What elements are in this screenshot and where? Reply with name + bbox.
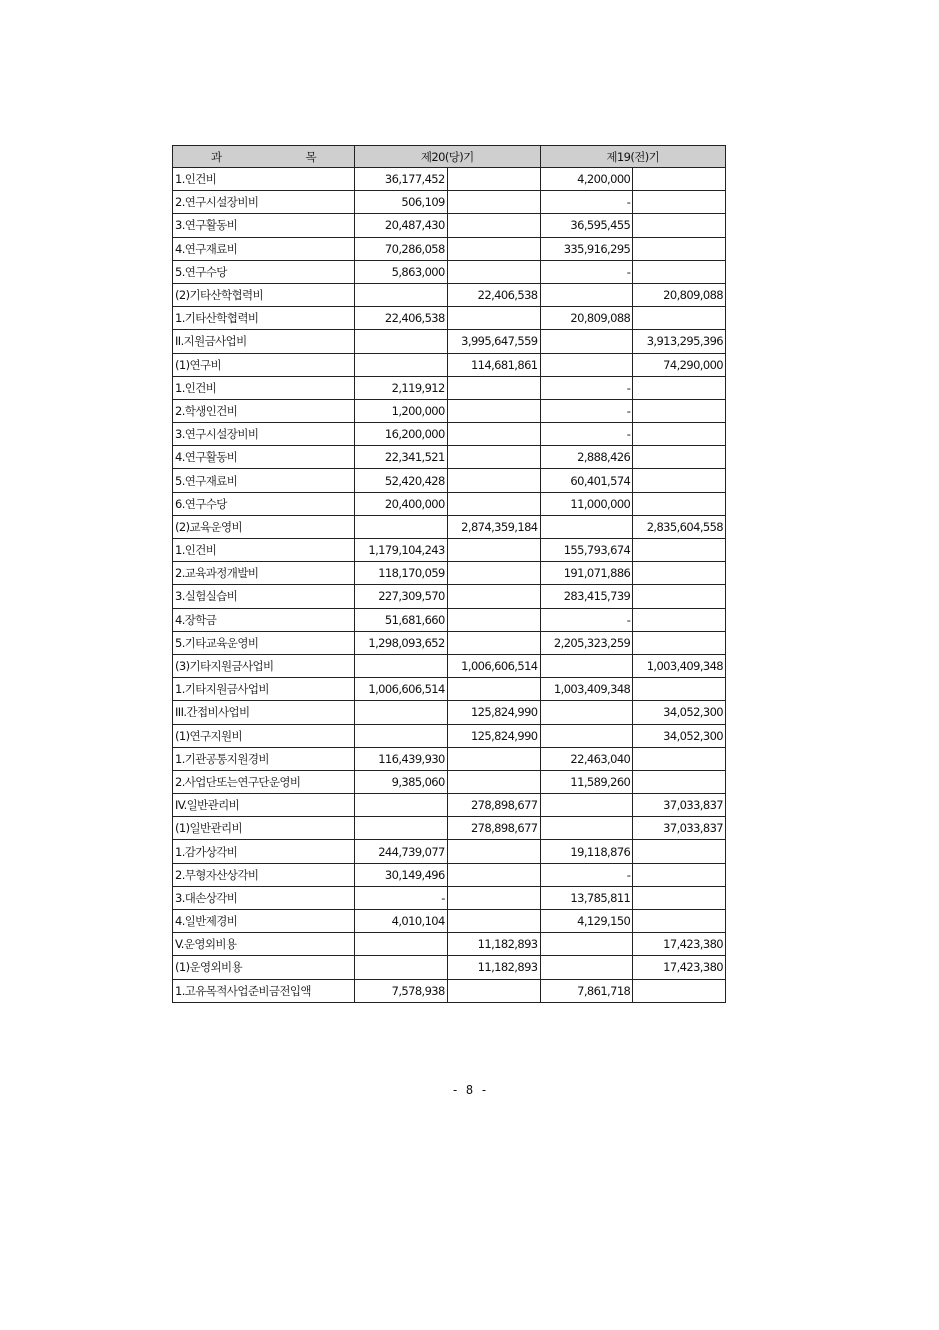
prior-detail-amount: 11,589,260 <box>540 770 633 793</box>
table-row <box>173 283 726 306</box>
current-detail-amount: 36,177,452 <box>355 168 448 191</box>
row-label: 3.연구시설장비비 <box>173 423 355 446</box>
row-label: (1)운영외비용 <box>173 956 355 979</box>
prior-detail-amount: - <box>540 399 633 422</box>
current-detail-amount: 20,400,000 <box>355 492 448 515</box>
current-detail-amount: 116,439,930 <box>355 747 448 770</box>
current-total-amount: 125,824,990 <box>447 701 540 724</box>
prior-total-amount <box>633 469 726 492</box>
prior-total-amount <box>633 770 726 793</box>
current-detail-amount: 1,179,104,243 <box>355 539 448 562</box>
table-body <box>173 168 726 1003</box>
current-detail-amount: 51,681,660 <box>355 608 448 631</box>
current-total-amount <box>447 492 540 515</box>
prior-detail-amount: 283,415,739 <box>540 585 633 608</box>
current-detail-amount: 1,006,606,514 <box>355 678 448 701</box>
prior-total-amount <box>633 608 726 631</box>
prior-total-amount <box>633 423 726 446</box>
current-detail-amount: 52,420,428 <box>355 469 448 492</box>
table-row <box>173 608 726 631</box>
current-total-amount: 11,182,893 <box>447 956 540 979</box>
current-detail-amount: 16,200,000 <box>355 423 448 446</box>
table-row <box>173 423 726 446</box>
prior-total-amount: 17,423,380 <box>633 933 726 956</box>
row-label: 5.연구수당 <box>173 260 355 283</box>
row-label: IV.일반관리비 <box>173 794 355 817</box>
prior-detail-amount: 1,003,409,348 <box>540 678 633 701</box>
current-detail-amount <box>355 283 448 306</box>
prior-total-amount <box>633 168 726 191</box>
table-row <box>173 770 726 793</box>
prior-total-amount <box>633 979 726 1002</box>
current-total-amount <box>447 469 540 492</box>
table-row <box>173 353 726 376</box>
current-detail-amount: 506,109 <box>355 191 448 214</box>
current-total-amount: 3,995,647,559 <box>447 330 540 353</box>
prior-detail-amount: 335,916,295 <box>540 237 633 260</box>
row-label: II.지원금사업비 <box>173 330 355 353</box>
prior-total-amount: 37,033,837 <box>633 794 726 817</box>
row-label: 1.인건비 <box>173 376 355 399</box>
table-row <box>173 492 726 515</box>
table-row <box>173 237 726 260</box>
current-total-amount: 2,874,359,184 <box>447 515 540 538</box>
table-row <box>173 307 726 330</box>
row-label: 1.고유목적사업준비금전입액 <box>173 979 355 1002</box>
prior-detail-amount: 36,595,455 <box>540 214 633 237</box>
prior-total-amount <box>633 446 726 469</box>
current-total-amount <box>447 863 540 886</box>
table-row <box>173 678 726 701</box>
row-label: (1)일반관리비 <box>173 817 355 840</box>
prior-total-amount <box>633 678 726 701</box>
row-label: (2)교육운영비 <box>173 515 355 538</box>
row-label: (3)기타지원금사업비 <box>173 654 355 677</box>
current-detail-amount: 22,341,521 <box>355 446 448 469</box>
current-detail-amount: 2,119,912 <box>355 376 448 399</box>
current-total-amount: 278,898,677 <box>447 817 540 840</box>
prior-total-amount <box>633 910 726 933</box>
current-total-amount <box>447 747 540 770</box>
prior-detail-amount: - <box>540 376 633 399</box>
table-row <box>173 933 726 956</box>
current-detail-amount <box>355 701 448 724</box>
current-total-amount <box>447 770 540 793</box>
row-label: 4.연구활동비 <box>173 446 355 469</box>
prior-detail-amount <box>540 283 633 306</box>
current-total-amount <box>447 678 540 701</box>
current-total-amount <box>447 539 540 562</box>
prior-total-amount <box>633 886 726 909</box>
prior-detail-amount <box>540 817 633 840</box>
current-total-amount <box>447 423 540 446</box>
prior-detail-amount: 7,861,718 <box>540 979 633 1002</box>
current-total-amount <box>447 214 540 237</box>
current-total-amount <box>447 840 540 863</box>
prior-detail-amount: 20,809,088 <box>540 307 633 330</box>
prior-total-amount <box>633 631 726 654</box>
current-detail-amount: 4,010,104 <box>355 910 448 933</box>
row-label: 1.기타산학협력비 <box>173 307 355 330</box>
table-row <box>173 654 726 677</box>
row-label: 3.실험실습비 <box>173 585 355 608</box>
row-label: (1)연구지원비 <box>173 724 355 747</box>
table-row <box>173 631 726 654</box>
prior-total-amount <box>633 539 726 562</box>
current-total-amount <box>447 446 540 469</box>
prior-detail-amount <box>540 933 633 956</box>
current-detail-amount <box>355 353 448 376</box>
current-detail-amount <box>355 724 448 747</box>
row-label: 1.인건비 <box>173 539 355 562</box>
header-row <box>173 146 726 168</box>
prior-total-amount: 3,913,295,396 <box>633 330 726 353</box>
prior-total-amount <box>633 585 726 608</box>
current-detail-amount <box>355 933 448 956</box>
current-detail-amount <box>355 654 448 677</box>
header-subject <box>173 146 355 168</box>
header-current-period: 제20(당)기 <box>355 146 541 168</box>
prior-detail-amount <box>540 794 633 817</box>
current-total-amount <box>447 886 540 909</box>
table-row <box>173 168 726 191</box>
header-subject-right: 목 <box>305 149 316 164</box>
prior-total-amount <box>633 863 726 886</box>
prior-detail-amount: 2,888,426 <box>540 446 633 469</box>
table-row <box>173 886 726 909</box>
prior-total-amount <box>633 562 726 585</box>
current-detail-amount: 30,149,496 <box>355 863 448 886</box>
current-total-amount <box>447 260 540 283</box>
table-header <box>173 146 726 168</box>
current-total-amount: 278,898,677 <box>447 794 540 817</box>
prior-detail-amount: 19,118,876 <box>540 840 633 863</box>
table-row <box>173 376 726 399</box>
row-label: 4.연구재료비 <box>173 237 355 260</box>
header-prior-period: 제19(전)기 <box>540 146 726 168</box>
row-label: (2)기타산학협력비 <box>173 283 355 306</box>
row-label: 6.연구수당 <box>173 492 355 515</box>
prior-total-amount <box>633 399 726 422</box>
header-subject-left: 과 <box>211 149 222 164</box>
current-total-amount <box>447 399 540 422</box>
current-total-amount: 1,006,606,514 <box>447 654 540 677</box>
prior-total-amount: 74,290,000 <box>633 353 726 376</box>
current-detail-amount <box>355 956 448 979</box>
current-detail-amount <box>355 330 448 353</box>
table-row <box>173 260 726 283</box>
current-detail-amount: 227,309,570 <box>355 585 448 608</box>
prior-total-amount: 20,809,088 <box>633 283 726 306</box>
prior-detail-amount: - <box>540 260 633 283</box>
current-detail-amount <box>355 515 448 538</box>
prior-detail-amount: - <box>540 608 633 631</box>
expense-table <box>172 145 726 1003</box>
table-row <box>173 469 726 492</box>
table-row <box>173 562 726 585</box>
current-total-amount <box>447 910 540 933</box>
row-label: 2.연구시설장비비 <box>173 191 355 214</box>
current-total-amount: 125,824,990 <box>447 724 540 747</box>
prior-total-amount <box>633 237 726 260</box>
table-row <box>173 701 726 724</box>
table-row <box>173 214 726 237</box>
row-label: 3.연구활동비 <box>173 214 355 237</box>
prior-total-amount: 37,033,837 <box>633 817 726 840</box>
current-total-amount <box>447 585 540 608</box>
current-detail-amount: 20,487,430 <box>355 214 448 237</box>
prior-detail-amount: - <box>540 863 633 886</box>
table-row <box>173 585 726 608</box>
current-total-amount <box>447 307 540 330</box>
table-row <box>173 191 726 214</box>
prior-detail-amount: 4,129,150 <box>540 910 633 933</box>
prior-detail-amount: - <box>540 423 633 446</box>
prior-detail-amount: 60,401,574 <box>540 469 633 492</box>
current-total-amount: 11,182,893 <box>447 933 540 956</box>
table-row <box>173 724 726 747</box>
current-total-amount: 22,406,538 <box>447 283 540 306</box>
prior-detail-amount <box>540 724 633 747</box>
current-detail-amount <box>355 817 448 840</box>
prior-detail-amount: 11,000,000 <box>540 492 633 515</box>
prior-total-amount: 34,052,300 <box>633 701 726 724</box>
current-total-amount: 114,681,861 <box>447 353 540 376</box>
table-row <box>173 330 726 353</box>
current-detail-amount: 1,298,093,652 <box>355 631 448 654</box>
prior-detail-amount <box>540 701 633 724</box>
current-total-amount <box>447 168 540 191</box>
current-detail-amount <box>355 794 448 817</box>
row-label: 1.감가상각비 <box>173 840 355 863</box>
prior-total-amount <box>633 376 726 399</box>
current-detail-amount: 70,286,058 <box>355 237 448 260</box>
prior-detail-amount: - <box>540 191 633 214</box>
row-label: 5.연구재료비 <box>173 469 355 492</box>
table-row <box>173 956 726 979</box>
row-label: (1)연구비 <box>173 353 355 376</box>
row-label: 2.무형자산상각비 <box>173 863 355 886</box>
table-row <box>173 794 726 817</box>
current-detail-amount: 5,863,000 <box>355 260 448 283</box>
prior-total-amount: 17,423,380 <box>633 956 726 979</box>
table-row <box>173 747 726 770</box>
row-label: 2.학생인건비 <box>173 399 355 422</box>
prior-detail-amount <box>540 330 633 353</box>
prior-detail-amount <box>540 353 633 376</box>
expense-statement <box>172 145 725 1003</box>
table-row <box>173 515 726 538</box>
table-row <box>173 399 726 422</box>
table-row <box>173 863 726 886</box>
row-label: 1.기타지원금사업비 <box>173 678 355 701</box>
prior-detail-amount <box>540 956 633 979</box>
table-row <box>173 979 726 1002</box>
row-label: V.운영외비용 <box>173 933 355 956</box>
prior-detail-amount: 155,793,674 <box>540 539 633 562</box>
current-total-amount <box>447 376 540 399</box>
table-row <box>173 446 726 469</box>
prior-detail-amount: 22,463,040 <box>540 747 633 770</box>
row-label: 3.대손상각비 <box>173 886 355 909</box>
page-number: - 8 - <box>451 1083 488 1097</box>
table-row <box>173 840 726 863</box>
row-label: 1.기관공통지원경비 <box>173 747 355 770</box>
current-total-amount <box>447 237 540 260</box>
current-detail-amount: 7,578,938 <box>355 979 448 1002</box>
current-detail-amount: 22,406,538 <box>355 307 448 330</box>
row-label: 2.교육과정개발비 <box>173 562 355 585</box>
row-label: 5.기타교육운영비 <box>173 631 355 654</box>
table-row <box>173 910 726 933</box>
current-total-amount <box>447 979 540 1002</box>
prior-total-amount <box>633 191 726 214</box>
prior-total-amount <box>633 840 726 863</box>
current-total-amount <box>447 191 540 214</box>
prior-detail-amount: 13,785,811 <box>540 886 633 909</box>
prior-total-amount: 34,052,300 <box>633 724 726 747</box>
row-label: III.간접비사업비 <box>173 701 355 724</box>
prior-detail-amount <box>540 654 633 677</box>
table-row <box>173 817 726 840</box>
current-detail-amount: 244,739,077 <box>355 840 448 863</box>
current-detail-amount: 9,385,060 <box>355 770 448 793</box>
current-detail-amount: 118,170,059 <box>355 562 448 585</box>
prior-detail-amount: 4,200,000 <box>540 168 633 191</box>
prior-detail-amount: 191,071,886 <box>540 562 633 585</box>
prior-detail-amount <box>540 515 633 538</box>
current-total-amount <box>447 631 540 654</box>
prior-detail-amount: 2,205,323,259 <box>540 631 633 654</box>
table-row <box>173 539 726 562</box>
prior-total-amount: 1,003,409,348 <box>633 654 726 677</box>
row-label: 1.인건비 <box>173 168 355 191</box>
current-total-amount <box>447 608 540 631</box>
current-detail-amount: 1,200,000 <box>355 399 448 422</box>
prior-total-amount <box>633 492 726 515</box>
prior-total-amount <box>633 260 726 283</box>
prior-total-amount <box>633 214 726 237</box>
current-detail-amount: - <box>355 886 448 909</box>
row-label: 2.사업단또는연구단운영비 <box>173 770 355 793</box>
prior-total-amount <box>633 747 726 770</box>
prior-total-amount <box>633 307 726 330</box>
current-total-amount <box>447 562 540 585</box>
row-label: 4.일반제경비 <box>173 910 355 933</box>
prior-total-amount: 2,835,604,558 <box>633 515 726 538</box>
row-label: 4.장학금 <box>173 608 355 631</box>
